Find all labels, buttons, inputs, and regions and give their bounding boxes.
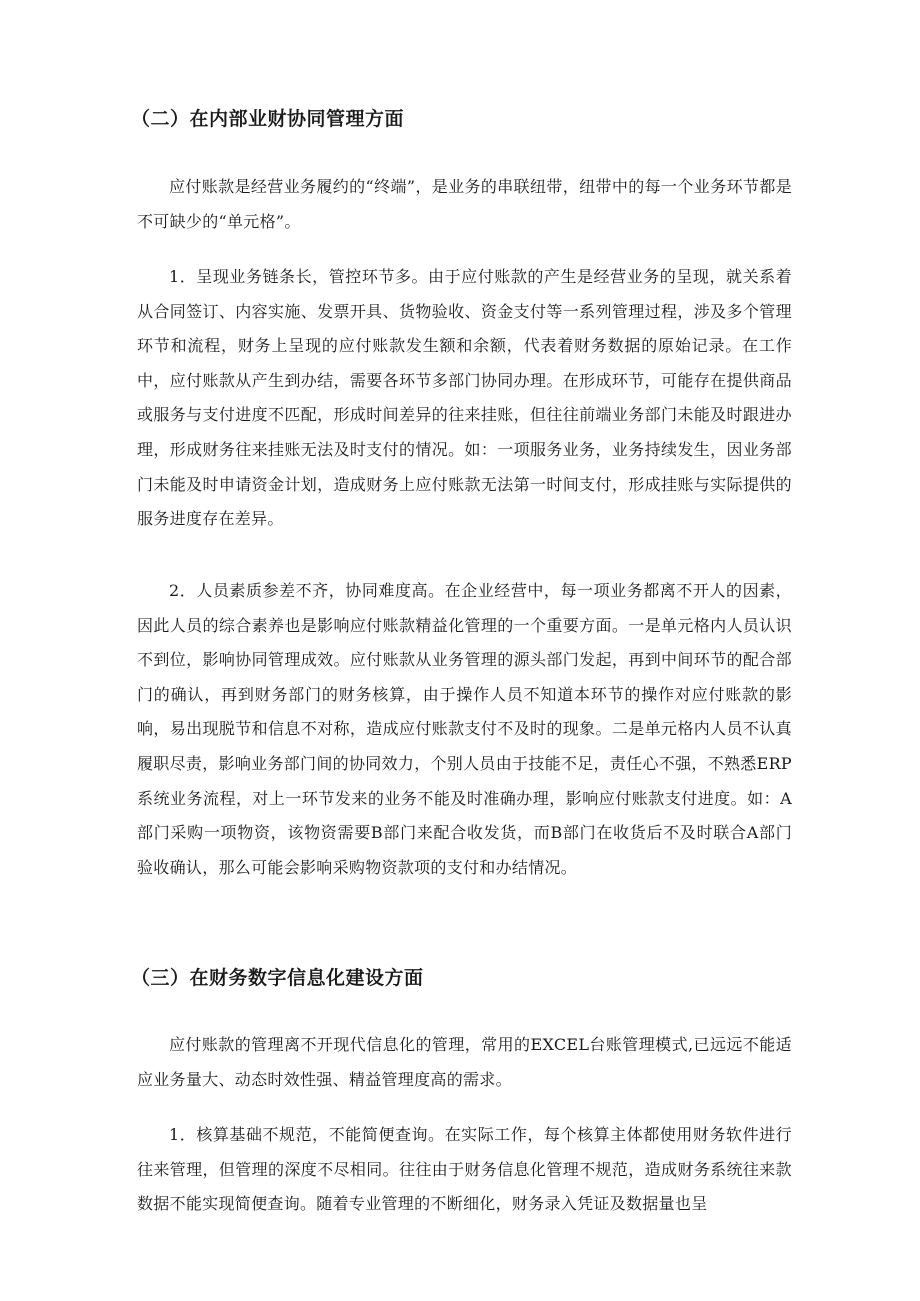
paragraph-digital-point-1: 1．核算基础不规范，不能简便查询。在实际工作，每个核算主体都使用财务软件进行往来管理，但管理的深度不尽相同。往往由于财务信息化管理不规范，造成财务系统往来款数据不能实现简便查询。随着专业管理的不断细化，财务录入凭证及数据量也呈	[137, 1125, 792, 1214]
section-heading-internal-collaboration: （二）在内部业财协同管理方面	[131, 108, 405, 130]
section-heading-digitalization: （三）在财务数字信息化建设方面	[131, 967, 424, 989]
paragraph-point-2-staff-quality: 2．人员素质参差不齐，协同难度高。在企业经营中，每一项业务都离不开人的因素，因此人员的综合素养也是影响应付账款精益化管理的一个重要方面。一是单元格内人员认识不到位，影响协同管理成效。应付账款从业务管理的源头部门发起，再到中间环节的配合部门的确认，再到财务部门的财务核算，由于操作人员不知道本环节的操作对应付账款的影响，易出现脱节和信息不对称，造成应付账款支付不及时的现象。二是单元格内人员不认真履职尽责，影响业务部门间的协同效力，个别人员由于技能不足，责任心不强，不熟悉ERP系统业务流程，对上一环节发来的业务不能及时准确办理，影响应付账款支付进度。如：A部门采购一项物资，该物资需要B部门来配合收发货，而B部门在收货后不及时联合A部门验收确认，那么可能会影响采购物资款项的支付和办结情况。	[137, 581, 792, 877]
paragraph-point-1-business-chain: 1．呈现业务链条长，管控环节多。由于应付账款的产生是经营业务的呈现，就关系着从合同签订、内容实施、发票开具、货物验收、资金支付等一系列管理过程，涉及多个管理环节和流程，财务上呈现的应付账款发生额和余额，代表着财务数据的原始记录。在工作中，应付账款从产生到办结，需要各环节多部门协同办理。在形成环节，可能存在提供商品或服务与支付进度不匹配，形成时间差异的往来挂账，但往往前端业务部门未能及时跟进办理，形成财务往来挂账无法及时支付的情况。如：一项服务业务，业务持续发生，因业务部门未能及时申请资金计划，造成财务上应付账款无法第一时间支付，形成挂账与实际提供的服务进度存在差异。	[137, 267, 792, 529]
paragraph-intro: 应付账款是经营业务履约的“终端”，是业务的串联纽带，纽带中的每一个业务环节都是不可缺少的“单元格”。	[137, 177, 792, 231]
paragraph-digital-intro: 应付账款的管理离不开现代信息化的管理，常用的EXCEL台账管理模式,已远远不能适应业务量大、动态时效性强、精益管理度高的需求。	[137, 1035, 792, 1089]
